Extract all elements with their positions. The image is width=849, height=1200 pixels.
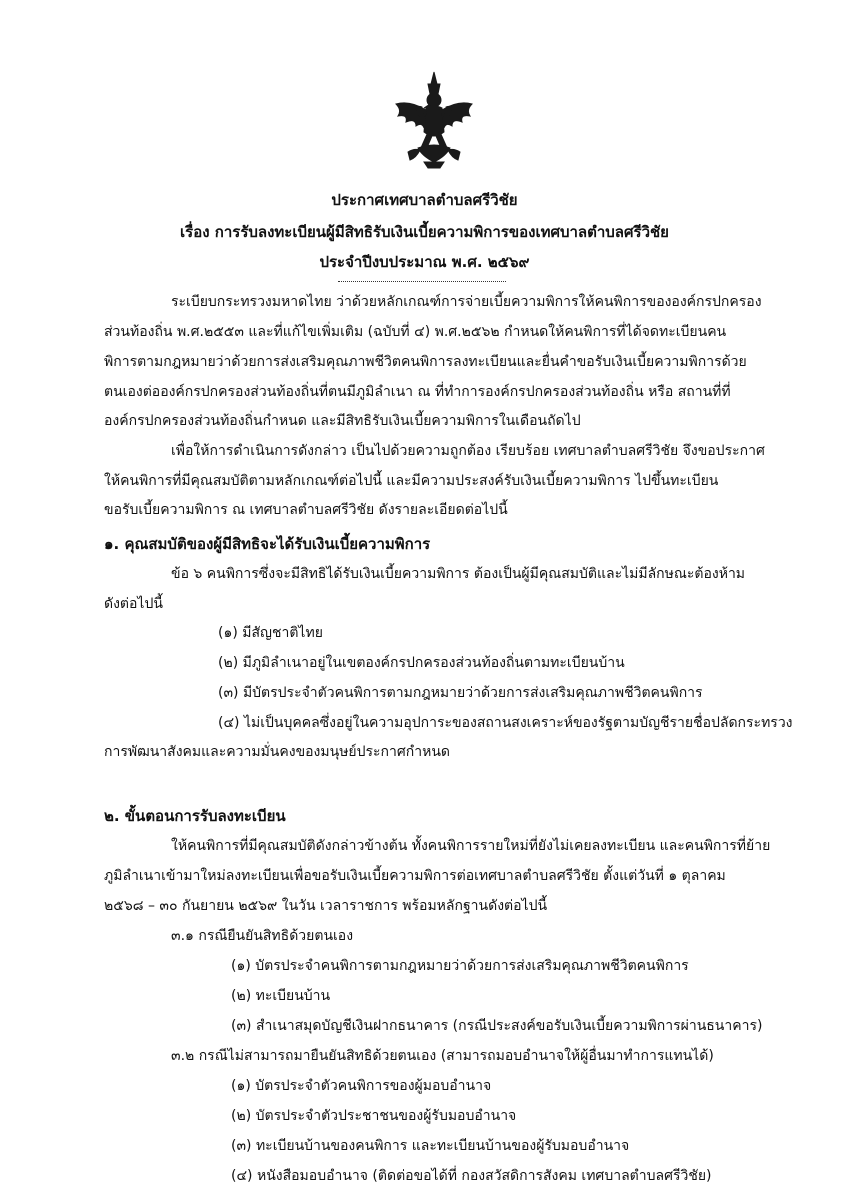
document-item: (๒) ทะเบียนบ้าน: [231, 988, 331, 1004]
document-item: (๑) บัตรประจำตัวคนพิการของผู้มอบอำนาจ: [231, 1078, 492, 1094]
subsection-3-1-heading: ๓.๑ กรณียืนยันสิทธิด้วยตนเอง: [171, 928, 354, 944]
fiscal-year-line: ประจำปีงบประมาณ พ.ศ. ๒๕๖๙: [319, 253, 530, 271]
document-item: (๓) ทะเบียนบ้านของคนพิการ และทะเบียนบ้านของผู้รับมอบอำนาจ: [231, 1138, 630, 1154]
section-1-heading: ๑. คุณสมบัติของผู้มีสิทธิจะได้รับเงินเบี้ยความพิการ: [104, 535, 431, 553]
document-item: (๒) บัตรประจำตัวประชาชนของผู้รับมอบอำนาจ: [231, 1108, 517, 1124]
section-1-lead: ข้อ ๖ คนพิการซึ่งจะมีสิทธิได้รับเงินเบี้ยความพิการ ต้องเป็นผู้มีคุณสมบัติและไม่มีลักษณะต้องห้าม: [171, 566, 746, 582]
intro-line: ส่วนท้องถิ่น พ.ศ.๒๕๕๓ และที่แก้ไขเพิ่มเติม (ฉบับที่ ๔) พ.ศ.๒๕๖๒ กำหนดให้คนพิการที่ได้จดทะเบียนคน: [104, 324, 727, 340]
section-2-lead: ๒๕๖๘ – ๓๐ กันยายน ๒๕๖๙ ในวัน เวลาราชการ พร้อมหลักฐานดังต่อไปนี้: [104, 898, 548, 914]
qualification-item: (๔) ไม่เป็นบุคคลซึ่งอยู่ในความอุปการะของสถานสงเคราะห์ของรัฐตามบัญชีรายชื่อปลัดกระทรวง: [218, 715, 793, 731]
section-2-lead: ภูมิลำเนาเข้ามาใหม่ลงทะเบียนเพื่อขอรับเงินเบี้ยความพิการต่อเทศบาลตำบลศรีวิชัย ตั้งแต่วันที่ ๑ ตุลาคม: [104, 868, 726, 884]
announcement-title: ประกาศเทศบาลตำบลศรีวิชัย: [331, 191, 518, 209]
intro-line: ขอรับเบี้ยความพิการ ณ เทศบาลตำบลศรีวิชัย ดังรายละเอียดต่อไปนี้: [104, 502, 508, 518]
section-1-lead: ดังต่อไปนี้: [104, 596, 163, 612]
header-divider: [338, 281, 506, 282]
document-item: (๔) หนังสือมอบอำนาจ (ติดต่อขอได้ที่ กองสวัสดิการสังคม เทศบาลตำบลศรีวิชัย): [231, 1168, 712, 1184]
qualification-item: (๒) มีภูมิลำเนาอยู่ในเขตองค์กรปกครองส่วนท้องถิ่นตามทะเบียนบ้าน: [218, 655, 625, 671]
announcement-subject: เรื่อง การรับลงทะเบียนผู้มีสิทธิรับเงินเบี้ยความพิการของเทศบาลตำบลศรีวิชัย: [180, 223, 669, 241]
intro-line: เพื่อให้การดำเนินการดังกล่าว เป็นไปด้วยความถูกต้อง เรียบร้อย เทศบาลตำบลศรีวิชัย จึงขอประกาศ: [171, 443, 765, 459]
section-2-heading: ๒. ขั้นตอนการรับลงทะเบียน: [104, 807, 286, 825]
qualification-item-continued: การพัฒนาสังคมและความมั่นคงของมนุษย์ประกาศกำหนด: [104, 744, 451, 760]
document-item: (๑) บัตรประจำคนพิการตามกฎหมายว่าด้วยการส่งเสริมคุณภาพชีวิตคนพิการ: [231, 958, 689, 974]
intro-line: ให้คนพิการที่มีคุณสมบัติตามหลักเกณฑ์ต่อไปนี้ และมีความประสงค์รับเงินเบี้ยความพิการ ไปขึ้นทะเบียน: [104, 473, 719, 489]
qualification-item: (๓) มีบัตรประจำตัวคนพิการตามกฎหมายว่าด้วยการส่งเสริมคุณภาพชีวิตคนพิการ: [218, 685, 703, 701]
section-2-lead: ให้คนพิการที่มีคุณสมบัติดังกล่าวข้างต้น ทั้งคนพิการรายใหม่ที่ยังไม่เคยลงทะเบียน และคนพิการที่ย้าย: [171, 838, 771, 854]
subsection-3-2-heading: ๓.๒ กรณีไม่สามารถมายืนยันสิทธิด้วยตนเอง (สามารถมอบอำนาจให้ผู้อื่นมาทำการแทนได้): [171, 1048, 714, 1064]
intro-line: พิการตามกฎหมายว่าด้วยการส่งเสริมคุณภาพชีวิตคนพิการลงทะเบียนและยื่นคำขอรับเงินเบี้ยความพิการด้วย: [104, 354, 747, 370]
intro-line: องค์กรปกครองส่วนท้องถิ่นกำหนด และมีสิทธิรับเงินเบี้ยความพิการในเดือนถัดไป: [104, 413, 581, 429]
garuda-emblem: [388, 70, 480, 170]
document-item: (๓) สำเนาสมุดบัญชีเงินฝากธนาคาร (กรณีประสงค์ขอรับเงินเบี้ยความพิการผ่านธนาคาร): [231, 1018, 763, 1034]
intro-line: ตนเองต่อองค์กรปกครองส่วนท้องถิ่นที่ตนมีภูมิลำเนา ณ ที่ทำการองค์กรปกครองส่วนท้องถิ่น หรือ สถานที่ที่: [104, 384, 731, 400]
intro-line: ระเบียบกระทรวงมหาดไทย ว่าด้วยหลักเกณฑ์การจ่ายเบี้ยความพิการให้คนพิการขององค์กรปกครอง: [171, 294, 762, 310]
qualification-item: (๑) มีสัญชาติไทย: [218, 625, 323, 641]
